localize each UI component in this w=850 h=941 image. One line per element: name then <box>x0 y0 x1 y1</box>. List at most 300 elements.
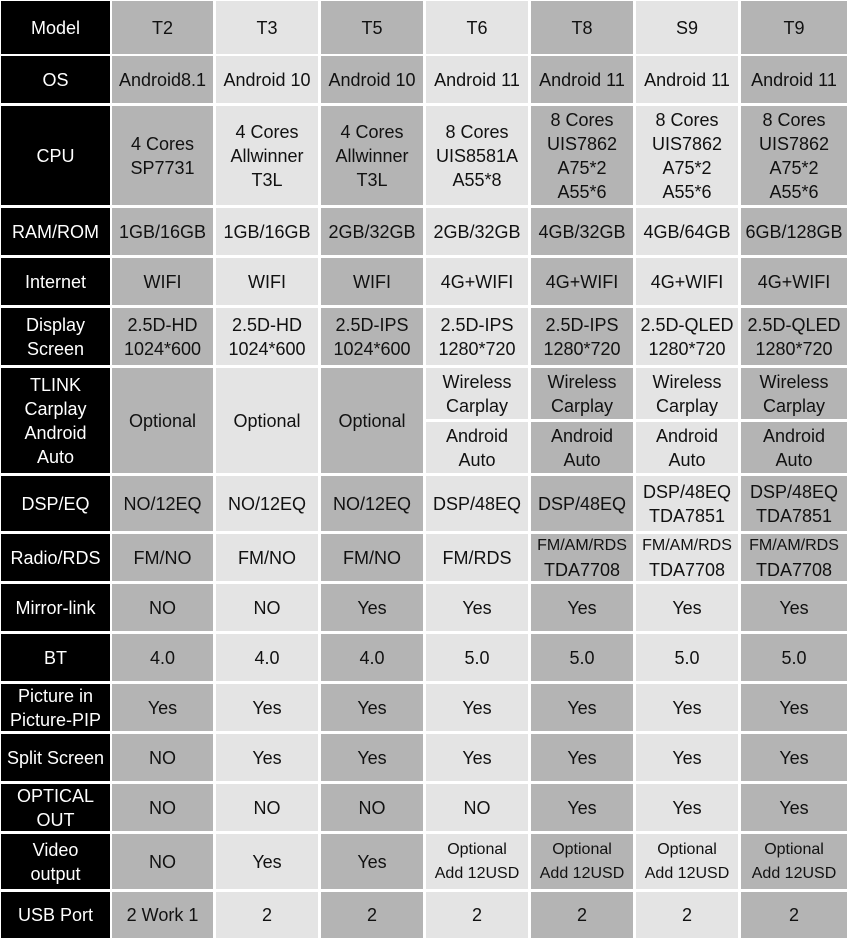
table-cell-line: Optional <box>447 840 507 858</box>
row-label-line: BT <box>43 647 67 668</box>
table-cell-line: Android8.1 <box>118 69 207 90</box>
table-cell-carplay <box>741 368 847 419</box>
table-cell-line: TDA7708 <box>755 559 833 580</box>
table-cell-line: DSP/48EQ <box>432 493 522 514</box>
table-cell-line: A75*2 <box>662 157 712 178</box>
table-cell-carplay-line: Wireless <box>759 371 829 392</box>
table-cell-line: 2.5D-IPS <box>545 314 619 335</box>
table-cell <box>216 534 318 581</box>
table-cell <box>216 684 318 731</box>
table-cell <box>531 584 633 631</box>
row-label <box>1 634 110 681</box>
table-cell-line: FM/AM/RDS <box>749 536 839 554</box>
table-cell-line: NO <box>149 851 176 872</box>
table-cell-android-auto-line: Auto <box>458 449 496 470</box>
table-cell-line: NO <box>253 597 281 618</box>
row-label <box>1 106 110 205</box>
table-cell-line: Add 12USD <box>434 864 520 882</box>
table-cell-line: Yes <box>779 697 809 718</box>
header-model-label <box>1 1 110 54</box>
table-cell-line: Add 12USD <box>751 864 837 882</box>
table-cell-line: Yes <box>252 747 282 768</box>
table-cell <box>531 784 633 831</box>
table-cell-line: Optional <box>657 840 717 858</box>
row-label-line: OS <box>42 69 69 90</box>
table-cell <box>426 106 528 205</box>
header-model-t6-line: T6 <box>466 17 488 38</box>
table-cell-line: Yes <box>567 797 597 818</box>
table-cell <box>636 684 738 731</box>
header-model-t3-line: T3 <box>256 17 278 38</box>
table-cell <box>426 584 528 631</box>
table-cell <box>741 534 847 581</box>
row-label-line: OUT <box>36 809 75 830</box>
table-cell <box>426 734 528 781</box>
table-cell-line: A55*6 <box>662 181 712 202</box>
table-cell <box>112 106 213 205</box>
table-cell-android-auto-line: Android <box>550 425 614 446</box>
table-cell <box>741 258 847 305</box>
table-cell-line: Yes <box>779 797 809 818</box>
row-label <box>1 308 110 365</box>
table-cell-carplay-line: Wireless <box>442 371 512 392</box>
table-cell-line: 1024*600 <box>228 338 306 359</box>
table-cell-line: NO/12EQ <box>227 493 307 514</box>
table-cell <box>321 834 423 889</box>
table-cell-line: 1GB/16GB <box>118 221 207 242</box>
table-cell-android-auto-line: Auto <box>563 449 601 470</box>
table-cell-android-auto <box>531 422 633 473</box>
table-cell-line: Yes <box>357 851 387 872</box>
table-cell <box>216 476 318 531</box>
header-model-t9-line: T9 <box>783 17 805 38</box>
table-cell-line: Allwinner <box>335 145 409 166</box>
table-cell-line: Android 11 <box>539 69 625 90</box>
row-label <box>1 834 110 889</box>
table-cell-line: 6GB/128GB <box>745 221 843 242</box>
table-cell <box>112 258 213 305</box>
table-cell-line: Add 12USD <box>644 864 730 882</box>
table-cell <box>321 634 423 681</box>
table-cell <box>741 634 847 681</box>
table-cell-line: Optional <box>552 840 612 858</box>
table-cell <box>741 784 847 831</box>
header-model-label-line: Model <box>30 17 81 38</box>
table-cell <box>636 476 738 531</box>
table-cell-line: Allwinner <box>230 145 304 166</box>
table-cell-line: Yes <box>672 747 702 768</box>
table-cell-line: 4.0 <box>149 647 176 668</box>
table-cell-line: 8 Cores <box>655 109 719 130</box>
table-cell-line: Yes <box>357 597 387 618</box>
table-cell <box>321 534 423 581</box>
table-cell-line: WIFI <box>353 271 391 292</box>
table-cell-line: Optional <box>764 840 824 858</box>
table-cell <box>426 684 528 731</box>
table-cell-line: 2.5D-HD <box>127 314 198 335</box>
table-cell <box>216 834 318 889</box>
table-cell <box>741 584 847 631</box>
table-cell <box>321 308 423 365</box>
table-cell <box>112 584 213 631</box>
table-cell <box>636 734 738 781</box>
table-cell <box>741 834 847 889</box>
table-cell-line: Yes <box>462 597 492 618</box>
table-cell-line: WIFI <box>143 271 182 292</box>
header-model-t2-line: T2 <box>151 17 173 38</box>
table-cell-line: Yes <box>567 697 597 718</box>
table-cell <box>531 684 633 731</box>
table-cell <box>426 834 528 889</box>
table-cell <box>531 834 633 889</box>
table-cell <box>112 308 213 365</box>
table-cell-line: 2.5D-IPS <box>335 314 409 335</box>
table-cell-line: Yes <box>462 697 492 718</box>
table-cell <box>741 684 847 731</box>
table-cell-line: FM/NO <box>133 547 192 568</box>
table-cell-line: FM/NO <box>238 547 296 568</box>
table-cell <box>636 56 738 103</box>
row-label <box>1 534 110 581</box>
table-cell <box>216 734 318 781</box>
table-cell <box>216 368 318 473</box>
table-cell <box>426 208 528 255</box>
table-cell-line: 2.5D-QLED <box>640 314 734 335</box>
table-cell-line: 4 Cores <box>130 133 195 154</box>
table-cell-line: 1024*600 <box>123 338 202 359</box>
table-cell <box>112 634 213 681</box>
table-cell <box>636 892 738 938</box>
table-cell-carplay-line: Carplay <box>550 395 614 416</box>
row-label <box>1 368 110 473</box>
table-cell <box>636 834 738 889</box>
table-cell-android-auto-line: Android <box>762 425 826 446</box>
table-cell-line: TDA7708 <box>543 559 621 580</box>
table-cell <box>321 476 423 531</box>
table-cell <box>531 634 633 681</box>
table-cell-line: 2GB/32GB <box>433 221 521 242</box>
row-label-line: Radio/RDS <box>10 547 101 568</box>
table-cell-carplay-line: Carplay <box>655 395 719 416</box>
table-cell <box>321 368 423 473</box>
table-cell <box>636 784 738 831</box>
table-cell <box>426 258 528 305</box>
table-cell-line: 2 <box>366 905 377 925</box>
table-cell-line: 2 <box>576 905 587 925</box>
table-cell-line: 5.0 <box>674 647 700 668</box>
table-cell-line: TDA7708 <box>648 559 726 580</box>
table-cell <box>112 476 213 531</box>
table-cell <box>216 56 318 103</box>
table-cell-line: T3L <box>356 169 388 190</box>
table-cell-carplay <box>426 368 528 419</box>
table-cell-line: A55*6 <box>557 181 607 202</box>
table-cell <box>426 784 528 831</box>
table-cell <box>426 634 528 681</box>
table-cell <box>112 892 213 938</box>
table-cell-line: 4GB/32GB <box>538 221 626 242</box>
table-cell <box>636 584 738 631</box>
table-cell-line: 2GB/32GB <box>328 221 416 242</box>
header-model-t9 <box>741 1 847 54</box>
table-cell <box>216 784 318 831</box>
table-cell-line: Android 11 <box>644 69 730 90</box>
table-cell <box>741 208 847 255</box>
table-cell-line: Yes <box>252 851 282 872</box>
header-model-t2 <box>112 1 213 54</box>
row-label-line: Mirror-link <box>15 597 96 618</box>
table-cell <box>426 892 528 938</box>
table-cell <box>741 308 847 365</box>
table-cell <box>216 308 318 365</box>
table-cell-line: NO/12EQ <box>332 493 412 514</box>
table-cell-line: 2 <box>788 905 799 925</box>
row-label-line: Auto <box>36 446 75 467</box>
table-cell-line: Yes <box>567 747 597 768</box>
table-cell <box>112 784 213 831</box>
table-cell-line: 2.5D-IPS <box>440 314 514 335</box>
table-cell <box>426 476 528 531</box>
table-cell-line: T3L <box>251 169 283 190</box>
table-cell <box>112 368 213 473</box>
table-cell-line: Yes <box>252 697 282 718</box>
table-cell-line: 1280*720 <box>438 338 516 359</box>
row-label <box>1 258 110 305</box>
table-cell-android-auto <box>426 422 528 473</box>
table-cell-line: 2 <box>261 905 272 925</box>
table-cell <box>426 56 528 103</box>
table-cell-line: 8 Cores <box>445 121 509 142</box>
table-cell-line: 5.0 <box>569 647 595 668</box>
table-cell-line: 8 Cores <box>550 109 614 130</box>
table-cell <box>531 734 633 781</box>
table-cell-line: Android 10 <box>328 69 416 90</box>
table-cell <box>741 476 847 531</box>
table-cell-line: NO <box>463 797 491 818</box>
table-cell-line: Yes <box>672 797 702 818</box>
table-cell-line: FM/RDS <box>442 547 512 568</box>
table-cell-line: Yes <box>357 747 387 768</box>
table-cell <box>216 634 318 681</box>
table-cell-line: NO <box>253 797 281 818</box>
table-cell-line: FM/NO <box>343 547 401 568</box>
table-cell <box>112 834 213 889</box>
table-cell <box>426 534 528 581</box>
table-cell-line: FM/AM/RDS <box>642 536 732 554</box>
table-cell <box>531 208 633 255</box>
table-cell-line: 2 <box>681 905 692 925</box>
table-cell-line: 1280*720 <box>543 338 621 359</box>
row-label-line: Picture-PIP <box>9 709 102 730</box>
table-cell-android-auto-line: Auto <box>668 449 706 470</box>
table-cell-line: 1GB/16GB <box>223 221 311 242</box>
table-cell-carplay <box>531 368 633 419</box>
table-cell-line: NO <box>149 597 176 618</box>
table-cell-line: Yes <box>779 597 809 618</box>
row-label-line: DSP/EQ <box>21 493 90 514</box>
table-cell-line: Add 12USD <box>539 864 625 882</box>
row-label-line: output <box>30 863 81 884</box>
table-cell-line: 4G+WIFI <box>757 271 831 292</box>
table-cell <box>741 106 847 205</box>
table-cell-line: FM/AM/RDS <box>537 536 627 554</box>
row-label-line: Android <box>24 422 87 443</box>
table-cell-line: DSP/48EQ <box>537 493 627 514</box>
table-cell <box>321 684 423 731</box>
table-cell <box>321 784 423 831</box>
row-label <box>1 734 110 781</box>
row-label <box>1 892 110 938</box>
table-cell <box>636 106 738 205</box>
table-cell <box>531 534 633 581</box>
table-cell-line: Yes <box>147 697 178 718</box>
table-cell <box>321 584 423 631</box>
table-cell <box>216 892 318 938</box>
table-cell-line: DSP/48EQ <box>642 481 732 502</box>
table-cell-line: Yes <box>357 697 387 718</box>
table-cell-line: UIS7862 <box>758 133 830 154</box>
table-cell <box>112 684 213 731</box>
row-label <box>1 208 110 255</box>
table-cell <box>531 892 633 938</box>
header-model-t3 <box>216 1 318 54</box>
table-cell-line: NO/12EQ <box>123 493 202 514</box>
table-cell-line: 1280*720 <box>648 338 726 359</box>
row-label-line: USB Port <box>17 905 94 925</box>
table-cell <box>321 208 423 255</box>
table-cell <box>741 734 847 781</box>
row-label-line: Internet <box>24 271 87 292</box>
row-label <box>1 56 110 103</box>
table-cell-carplay-line: Wireless <box>652 371 722 392</box>
table-cell-carplay-line: Carplay <box>762 395 826 416</box>
table-cell <box>216 584 318 631</box>
table-cell-line: UIS8581A <box>435 145 519 166</box>
table-cell-line: 4.0 <box>254 647 280 668</box>
table-cell-line: Android 11 <box>751 69 837 90</box>
table-cell-line: 2 <box>471 905 482 925</box>
row-label-line: Display <box>25 314 86 335</box>
table-cell-line: Optional <box>233 410 301 431</box>
table-cell-carplay-line: Carplay <box>445 395 509 416</box>
table-cell-line: Yes <box>462 747 492 768</box>
table-cell <box>112 734 213 781</box>
table-cell <box>531 56 633 103</box>
table-cell-line: Yes <box>779 747 809 768</box>
table-cell-line: NO <box>149 797 176 818</box>
table-cell-line: Yes <box>672 697 702 718</box>
table-cell <box>426 308 528 365</box>
row-label-line: RAM/ROM <box>12 221 99 242</box>
table-cell <box>216 106 318 205</box>
header-model-s9-line: S9 <box>675 17 699 38</box>
table-cell-line: DSP/48EQ <box>749 481 839 502</box>
row-label <box>1 784 110 831</box>
table-cell-line: A75*2 <box>769 157 819 178</box>
table-cell-line: 4GB/64GB <box>643 221 731 242</box>
table-cell-line: WIFI <box>248 271 286 292</box>
table-cell-line: 4.0 <box>359 647 385 668</box>
table-cell-line: TDA7851 <box>648 505 726 526</box>
table-cell-line: 4 Cores <box>235 121 299 142</box>
row-label <box>1 684 110 731</box>
row-label-line: TLINK <box>29 374 81 395</box>
table-cell-line: Android 10 <box>223 69 311 90</box>
table-cell-line: Optional <box>338 410 406 431</box>
row-label-line: CPU <box>36 145 75 166</box>
table-cell-line: 4G+WIFI <box>545 271 619 292</box>
table-cell-line: 4G+WIFI <box>440 271 514 292</box>
table-cell-line: 4G+WIFI <box>650 271 724 292</box>
table-cell-line: NO <box>358 797 386 818</box>
row-label-line: Split Screen <box>6 747 105 768</box>
header-model-t5 <box>321 1 423 54</box>
table-cell-android-auto-line: Auto <box>775 449 813 470</box>
table-cell <box>321 258 423 305</box>
table-cell-line: 2 Work 1 <box>126 905 199 925</box>
table-cell-line: UIS7862 <box>546 133 618 154</box>
table-cell-line: TDA7851 <box>755 505 833 526</box>
table-cell-line: A55*6 <box>769 181 819 202</box>
table-cell-android-auto <box>741 422 847 473</box>
row-label <box>1 476 110 531</box>
header-model-t8 <box>531 1 633 54</box>
header-model-t6 <box>426 1 528 54</box>
table-cell-line: A75*2 <box>557 157 607 178</box>
table-cell <box>636 534 738 581</box>
table-cell <box>531 476 633 531</box>
table-cell-line: 1024*600 <box>333 338 411 359</box>
table-cell-line: A55*8 <box>452 169 502 190</box>
header-model-s9 <box>636 1 738 54</box>
table-cell <box>531 106 633 205</box>
table-cell <box>216 208 318 255</box>
table-cell <box>112 534 213 581</box>
table-cell <box>741 56 847 103</box>
table-cell-line: UIS7862 <box>651 133 723 154</box>
row-label-line: Video <box>32 839 79 860</box>
header-model-t8-line: T8 <box>571 17 593 38</box>
table-cell-line: 5.0 <box>781 647 807 668</box>
row-label-line: Carplay <box>24 398 87 419</box>
table-cell-android-auto-line: Android <box>655 425 719 446</box>
table-cell <box>531 258 633 305</box>
table-cell <box>112 208 213 255</box>
table-cell-line: Android 11 <box>434 69 520 90</box>
table-cell-line: 2.5D-QLED <box>747 314 841 335</box>
row-label <box>1 584 110 631</box>
table-cell <box>741 892 847 938</box>
table-cell-line: Yes <box>567 597 597 618</box>
table-cell-line: 4 Cores <box>340 121 404 142</box>
table-cell <box>216 258 318 305</box>
table-cell-line: SP7731 <box>130 157 195 178</box>
table-cell-line: 1280*720 <box>755 338 833 359</box>
table-cell <box>636 258 738 305</box>
table-cell-android-auto-line: Android <box>445 425 509 446</box>
table-cell <box>636 208 738 255</box>
table-cell <box>321 734 423 781</box>
table-cell-line: NO <box>149 747 176 768</box>
table-cell-line: Optional <box>128 410 197 431</box>
table-cell-android-auto <box>636 422 738 473</box>
table-cell <box>321 56 423 103</box>
table-cell <box>321 892 423 938</box>
table-cell <box>321 106 423 205</box>
header-model-t5-line: T5 <box>361 17 383 38</box>
row-label-line: OPTICAL <box>16 785 95 806</box>
table-cell <box>636 308 738 365</box>
